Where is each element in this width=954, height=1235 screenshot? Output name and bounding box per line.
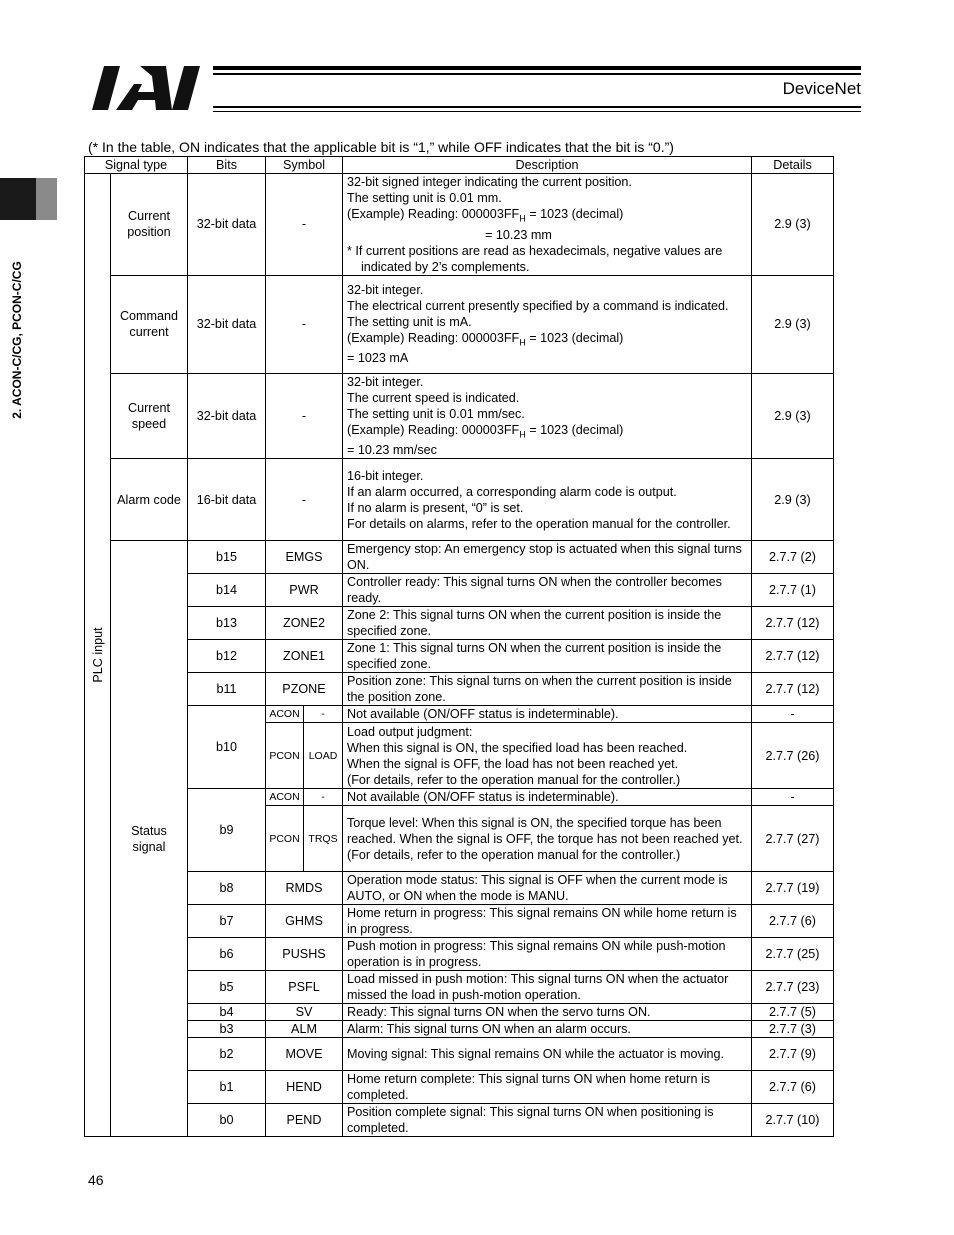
table-row — [85, 607, 834, 640]
col-header-symbol: Symbol — [266, 157, 343, 174]
table-row — [85, 373, 834, 459]
bits: b7 — [188, 905, 266, 938]
table-row — [85, 1004, 834, 1021]
description: Load output judgment: When this signal is ON, the specified load has been reached. When the signal is OFF, the load has not been reached yet. (For details, refer to the operation manual for the controller.) — [343, 723, 752, 789]
symbol: MOVE — [266, 1038, 343, 1071]
header-rule-top — [213, 66, 861, 70]
symbol: ZONE2 — [266, 607, 343, 640]
details: 2.7.7 (6) — [752, 905, 834, 938]
details: 2.7.7 (5) — [752, 1004, 834, 1021]
description: Moving signal: This signal remains ON while the actuator is moving. — [343, 1038, 752, 1071]
description: 32-bit signed integer indicating the current position. The setting unit is 0.01 mm. (Example) Reading: $000003FF_H = 1023$ (decimal) = 10.23 mm * If current positions are read as hexadecimals, negative values are indicated by 2’s complements. — [343, 174, 752, 276]
description: Emergency stop: An emergency stop is actuated when this signal turns ON. — [343, 541, 752, 574]
description: 16-bit integer. If an alarm occurred, a corresponding alarm code is output. If no alarm is present, “0” is set. For details on alarms, refer to the operation manual for the controller. — [343, 459, 752, 541]
table-row — [85, 1021, 834, 1038]
description: 32-bit integer. The electrical current presently specified by a command is indicated. The setting unit is mA. (Example) Reading: $000003FF_H = 1023$ (decimal) = 1023 mA — [343, 275, 752, 373]
bits: b5 — [188, 971, 266, 1004]
bits: b12 — [188, 640, 266, 673]
bits: b11 — [188, 673, 266, 706]
iai-logo-graphic — [92, 66, 210, 110]
table-row — [85, 541, 834, 574]
plc-input-label: PLC input — [90, 627, 105, 683]
symbol: - — [304, 789, 343, 806]
description: Torque level: When this signal is ON, the specified torque has been reached. When the signal is OFF, the torque has not been reached yet. (For details, refer to the operation manual for the controller.) — [343, 806, 752, 872]
col-header-details: Details — [752, 157, 834, 174]
details: 2.7.7 (10) — [752, 1104, 834, 1137]
bits: b1 — [188, 1071, 266, 1104]
details: - — [752, 789, 834, 806]
page-number: 46 — [88, 1172, 104, 1188]
table-row — [85, 872, 834, 905]
model-pcon: PCON — [266, 723, 304, 789]
description: Load missed in push motion: This signal turns ON when the actuator missed the load in push-motion operation. — [343, 971, 752, 1004]
table-row — [85, 1038, 834, 1071]
iai-logo — [92, 66, 210, 115]
bits: 32-bit data — [188, 373, 266, 459]
symbol: EMGS — [266, 541, 343, 574]
signal-table — [84, 156, 834, 1137]
description: Position complete signal: This signal turns ON when positioning is completed. — [343, 1104, 752, 1137]
symbol: ZONE1 — [266, 640, 343, 673]
chapter-tab-marker — [0, 178, 36, 220]
description: Position zone: This signal turns on when the current position is inside the position zone. — [343, 673, 752, 706]
description: Not available (ON/OFF status is indeterminable). — [343, 706, 752, 723]
col-header-bits: Bits — [188, 157, 266, 174]
symbol: LOAD — [304, 723, 343, 789]
table-row — [85, 574, 834, 607]
symbol: - — [304, 706, 343, 723]
bits: b8 — [188, 872, 266, 905]
details: 2.7.7 (3) — [752, 1021, 834, 1038]
description: Zone 2: This signal turns ON when the current position is inside the specified zone. — [343, 607, 752, 640]
model-acon: ACON — [266, 706, 304, 723]
details: 2.9 (3) — [752, 275, 834, 373]
symbol: SV — [266, 1004, 343, 1021]
signal-type: Current position — [111, 174, 188, 276]
details: 2.7.7 (19) — [752, 872, 834, 905]
symbol: PSFL — [266, 971, 343, 1004]
symbol: ALM — [266, 1021, 343, 1038]
symbol: - — [266, 275, 343, 373]
bits: b15 — [188, 541, 266, 574]
details: - — [752, 706, 834, 723]
bits: b9 — [188, 789, 266, 872]
bits: 32-bit data — [188, 275, 266, 373]
table-row — [85, 706, 834, 723]
symbol: PEND — [266, 1104, 343, 1137]
description: Alarm: This signal turns ON when an alarm occurs. — [343, 1021, 752, 1038]
signal-type-status: Status signal — [111, 541, 188, 1137]
details: 2.7.7 (25) — [752, 938, 834, 971]
details: 2.7.7 (23) — [752, 971, 834, 1004]
description: Controller ready: This signal turns ON when the controller becomes ready. — [343, 574, 752, 607]
symbol: PZONE — [266, 673, 343, 706]
table-row — [85, 1071, 834, 1104]
details: 2.7.7 (12) — [752, 640, 834, 673]
symbol: RMDS — [266, 872, 343, 905]
table-row — [85, 1104, 834, 1137]
symbol: - — [266, 373, 343, 459]
signal-type: Current speed — [111, 373, 188, 459]
description: Operation mode status: This signal is OFF when the current mode is AUTO, or ON when the mode is MANU. — [343, 872, 752, 905]
details: 2.7.7 (12) — [752, 673, 834, 706]
table-header-row — [85, 157, 834, 174]
description: Home return in progress: This signal remains ON while home return is in progress. — [343, 905, 752, 938]
symbol: - — [266, 174, 343, 276]
table-note: (* In the table, ON indicates that the applicable bit is “1,” while OFF indicates that the bit is “0.”) — [88, 139, 674, 155]
header-title: DeviceNet — [782, 79, 861, 98]
table-row — [85, 938, 834, 971]
plc-input-cell — [85, 174, 111, 1137]
bits: b10 — [188, 706, 266, 789]
details: 2.9 (3) — [752, 373, 834, 459]
description: Zone 1: This signal turns ON when the current position is inside the specified zone. — [343, 640, 752, 673]
table-row — [85, 789, 834, 806]
table-row — [85, 275, 834, 373]
bits: b4 — [188, 1004, 266, 1021]
bits: b3 — [188, 1021, 266, 1038]
symbol: HEND — [266, 1071, 343, 1104]
chapter-label: 2. ACON-C/CG, PCON-C/CG — [10, 261, 24, 419]
model-acon: ACON — [266, 789, 304, 806]
description: Ready: This signal turns ON when the servo turns ON. — [343, 1004, 752, 1021]
details: 2.9 (3) — [752, 174, 834, 276]
header-rule-bottom — [213, 106, 861, 108]
bits: b2 — [188, 1038, 266, 1071]
details: 2.9 (3) — [752, 459, 834, 541]
table-row — [85, 174, 834, 276]
chapter-tab-marker-gray — [36, 178, 57, 220]
description: Not available (ON/OFF status is indeterminable). — [343, 789, 752, 806]
bits: b13 — [188, 607, 266, 640]
symbol: - — [266, 459, 343, 541]
details: 2.7.7 (26) — [752, 723, 834, 789]
signal-type: Command current — [111, 275, 188, 373]
symbol: TRQS — [304, 806, 343, 872]
bits: b0 — [188, 1104, 266, 1137]
table-row — [85, 640, 834, 673]
model-pcon: PCON — [266, 806, 304, 872]
signal-type: Alarm code — [111, 459, 188, 541]
details: 2.7.7 (2) — [752, 541, 834, 574]
bits: 16-bit data — [188, 459, 266, 541]
symbol: PUSHS — [266, 938, 343, 971]
symbol: PWR — [266, 574, 343, 607]
col-header-signal-type: Signal type — [85, 157, 188, 174]
details: 2.7.7 (9) — [752, 1038, 834, 1071]
bits: b6 — [188, 938, 266, 971]
col-header-description: Description — [343, 157, 752, 174]
header-rule-bottom-thin — [213, 111, 861, 112]
header-rule-top-thin — [213, 73, 861, 75]
table-row — [85, 459, 834, 541]
details: 2.7.7 (12) — [752, 607, 834, 640]
table-row — [85, 673, 834, 706]
description: 32-bit integer. The current speed is indicated. The setting unit is 0.01 mm/sec. (Example) Reading: $000003FF_H = 1023$ (decimal) = 10.23 mm/sec — [343, 373, 752, 459]
details: 2.7.7 (6) — [752, 1071, 834, 1104]
details: 2.7.7 (1) — [752, 574, 834, 607]
bits: b14 — [188, 574, 266, 607]
symbol: GHMS — [266, 905, 343, 938]
description: Push motion in progress: This signal remains ON while push-motion operation is in progress. — [343, 938, 752, 971]
table-row — [85, 905, 834, 938]
details: 2.7.7 (27) — [752, 806, 834, 872]
table-row — [85, 971, 834, 1004]
bits: 32-bit data — [188, 174, 266, 276]
description: Home return complete: This signal turns ON when home return is completed. — [343, 1071, 752, 1104]
